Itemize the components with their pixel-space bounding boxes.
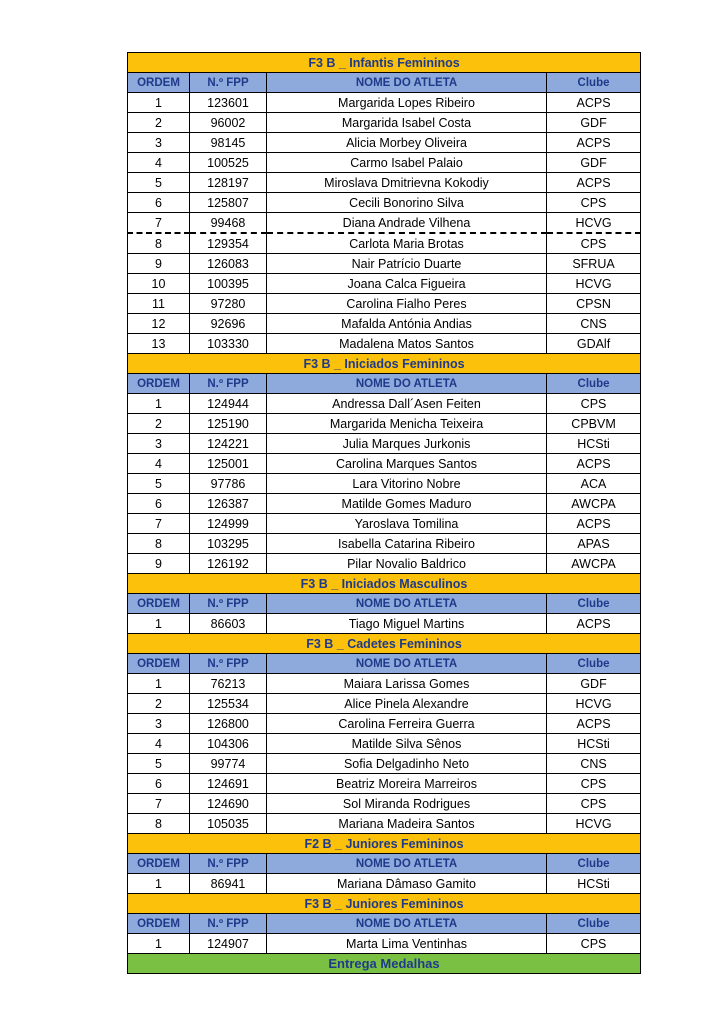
club-cell: ACPS [547,714,641,734]
table-row [128,494,641,514]
table-row [128,694,641,714]
fpp-cell: 105035 [190,814,267,834]
ordem-cell: 4 [128,454,190,474]
club-cell: HCSti [547,874,641,894]
table-row [128,814,641,834]
ordem-cell: 1 [128,874,190,894]
club-cell: ACPS [547,614,641,634]
table-row [128,754,641,774]
column-header-row [128,854,641,874]
fpp-cell: 126192 [190,554,267,574]
fpp-cell: 76213 [190,674,267,694]
ordem-cell: 3 [128,133,190,153]
header-clube: Clube [547,374,641,394]
ordem-cell: 4 [128,734,190,754]
section-title-row [128,354,641,374]
athlete-name-cell: Cecili Bonorino Silva [267,193,547,213]
fpp-cell: 92696 [190,314,267,334]
club-cell: GDF [547,113,641,133]
header-ordem: ORDEM [128,914,190,934]
ordem-cell: 3 [128,714,190,734]
club-cell: APAS [547,534,641,554]
club-cell: CPS [547,934,641,954]
ordem-cell: 8 [128,534,190,554]
athlete-name-cell: Matilde Gomes Maduro [267,494,547,514]
ordem-cell: 7 [128,794,190,814]
header-fpp: N.º FPP [190,594,267,614]
ordem-cell: 2 [128,414,190,434]
athlete-name-cell: Nair Patrício Duarte [267,254,547,274]
table-row [128,133,641,153]
club-cell: CNS [547,754,641,774]
club-cell: CNS [547,314,641,334]
athlete-name-cell: Carolina Ferreira Guerra [267,714,547,734]
club-cell: GDF [547,153,641,173]
table-row [128,534,641,554]
header-clube: Clube [547,914,641,934]
fpp-cell: 125001 [190,454,267,474]
column-header-row [128,654,641,674]
club-cell: SFRUA [547,254,641,274]
column-header-row [128,914,641,934]
header-ordem: ORDEM [128,594,190,614]
table-row [128,254,641,274]
fpp-cell: 100525 [190,153,267,173]
section-title: F3 B _ Iniciados Masculinos [128,574,641,594]
header-ordem: ORDEM [128,654,190,674]
section-title: F2 B _ Juniores Femininos [128,834,641,854]
fpp-cell: 123601 [190,93,267,113]
club-cell: HCVG [547,274,641,294]
header-nome: NOME DO ATLETA [267,914,547,934]
ordem-cell: 4 [128,153,190,173]
ordem-cell: 1 [128,394,190,414]
table-row [128,794,641,814]
ordem-cell: 8 [128,233,190,254]
header-nome: NOME DO ATLETA [267,654,547,674]
athlete-name-cell: Margarida Isabel Costa [267,113,547,133]
header-ordem: ORDEM [128,374,190,394]
athlete-name-cell: Alicia Morbey Oliveira [267,133,547,153]
athlete-name-cell: Mafalda Antónia Andias [267,314,547,334]
club-cell: HCSti [547,734,641,754]
fpp-cell: 128197 [190,173,267,193]
athlete-name-cell: Tiago Miguel Martins [267,614,547,634]
table-row [128,414,641,434]
club-cell: ACPS [547,133,641,153]
athlete-name-cell: Mariana Madeira Santos [267,814,547,834]
table-row [128,554,641,574]
ordem-cell: 13 [128,334,190,354]
header-clube: Clube [547,654,641,674]
athlete-name-cell: Yaroslava Tomilina [267,514,547,534]
fpp-cell: 125807 [190,193,267,213]
table-row [128,454,641,474]
section-title-row [128,894,641,914]
ordem-cell: 1 [128,674,190,694]
fpp-cell: 96002 [190,113,267,133]
club-cell: CPS [547,193,641,213]
header-fpp: N.º FPP [190,374,267,394]
athlete-name-cell: Maiara Larissa Gomes [267,674,547,694]
athlete-name-cell: Julia Marques Jurkonis [267,434,547,454]
ordem-cell: 2 [128,694,190,714]
section-title-row [128,834,641,854]
header-nome: NOME DO ATLETA [267,854,547,874]
fpp-cell: 86941 [190,874,267,894]
header-nome: NOME DO ATLETA [267,594,547,614]
header-fpp: N.º FPP [190,854,267,874]
athlete-name-cell: Sol Miranda Rodrigues [267,794,547,814]
athlete-name-cell: Carolina Fialho Peres [267,294,547,314]
header-fpp: N.º FPP [190,654,267,674]
footer-row [128,954,641,974]
athlete-name-cell: Pilar Novalio Baldrico [267,554,547,574]
club-cell: CPSN [547,294,641,314]
fpp-cell: 103295 [190,534,267,554]
table-row [128,474,641,494]
ordem-cell: 1 [128,93,190,113]
athlete-name-cell: Diana Andrade Vilhena [267,213,547,234]
fpp-cell: 103330 [190,334,267,354]
ordem-cell: 5 [128,474,190,494]
fpp-cell: 124944 [190,394,267,414]
table-row [128,153,641,173]
fpp-cell: 97786 [190,474,267,494]
athlete-name-cell: Joana Calca Figueira [267,274,547,294]
fpp-cell: 124999 [190,514,267,534]
fpp-cell: 124690 [190,794,267,814]
athlete-name-cell: Miroslava Dmitrievna Kokodiy [267,173,547,193]
club-cell: CPS [547,794,641,814]
ordem-cell: 9 [128,554,190,574]
fpp-cell: 124691 [190,774,267,794]
results-table [127,52,641,974]
club-cell: CPS [547,394,641,414]
section-title-row [128,53,641,73]
ordem-cell: 5 [128,754,190,774]
club-cell: HCVG [547,694,641,714]
table-row [128,294,641,314]
club-cell: ACPS [547,454,641,474]
ordem-cell: 1 [128,934,190,954]
table-row [128,233,641,254]
header-fpp: N.º FPP [190,914,267,934]
club-cell: HCSti [547,434,641,454]
athlete-name-cell: Margarida Lopes Ribeiro [267,93,547,113]
club-cell: ACPS [547,514,641,534]
athlete-name-cell: Carmo Isabel Palaio [267,153,547,173]
ordem-cell: 6 [128,193,190,213]
table-row [128,193,641,213]
fpp-cell: 104306 [190,734,267,754]
athlete-name-cell: Beatriz Moreira Marreiros [267,774,547,794]
club-cell: HCVG [547,213,641,234]
ordem-cell: 5 [128,173,190,193]
athlete-name-cell: Carolina Marques Santos [267,454,547,474]
club-cell: GDF [547,674,641,694]
table-row [128,734,641,754]
ordem-cell: 6 [128,774,190,794]
athlete-name-cell: Mariana Dâmaso Gamito [267,874,547,894]
column-header-row [128,374,641,394]
fpp-cell: 126387 [190,494,267,514]
fpp-cell: 126083 [190,254,267,274]
section-title: F3 B _ Iniciados Femininos [128,354,641,374]
fpp-cell: 126800 [190,714,267,734]
header-clube: Clube [547,73,641,93]
ordem-cell: 7 [128,213,190,234]
header-clube: Clube [547,854,641,874]
athlete-name-cell: Sofia Delgadinho Neto [267,754,547,774]
ordem-cell: 7 [128,514,190,534]
ordem-cell: 12 [128,314,190,334]
section-title: F3 B _ Juniores Femininos [128,894,641,914]
athlete-name-cell: Marta Lima Ventinhas [267,934,547,954]
table-row [128,93,641,113]
ordem-cell: 6 [128,494,190,514]
table-row [128,334,641,354]
athlete-name-cell: Alice Pinela Alexandre [267,694,547,714]
table-row [128,774,641,794]
ordem-cell: 3 [128,434,190,454]
table-row [128,213,641,234]
table-row [128,614,641,634]
athlete-name-cell: Carlota Maria Brotas [267,233,547,254]
table-row [128,674,641,694]
athlete-name-cell: Lara Vitorino Nobre [267,474,547,494]
club-cell: CPS [547,233,641,254]
fpp-cell: 124221 [190,434,267,454]
header-ordem: ORDEM [128,854,190,874]
fpp-cell: 124907 [190,934,267,954]
club-cell: AWCPA [547,554,641,574]
table-row [128,714,641,734]
club-cell: ACA [547,474,641,494]
athlete-name-cell: Madalena Matos Santos [267,334,547,354]
header-clube: Clube [547,594,641,614]
club-cell: ACPS [547,173,641,193]
table-row [128,434,641,454]
table-row [128,874,641,894]
column-header-row [128,73,641,93]
column-header-row [128,594,641,614]
section-title-row [128,574,641,594]
athlete-name-cell: Andressa Dall´Asen Feiten [267,394,547,414]
club-cell: AWCPA [547,494,641,514]
athlete-name-cell: Matilde Silva Sênos [267,734,547,754]
club-cell: GDAlf [547,334,641,354]
fpp-cell: 97280 [190,294,267,314]
fpp-cell: 86603 [190,614,267,634]
table-row [128,514,641,534]
fpp-cell: 129354 [190,233,267,254]
header-fpp: N.º FPP [190,73,267,93]
header-nome: NOME DO ATLETA [267,73,547,93]
footer-label: Entrega Medalhas [128,954,641,974]
fpp-cell: 100395 [190,274,267,294]
club-cell: HCVG [547,814,641,834]
fpp-cell: 98145 [190,133,267,153]
ordem-cell: 1 [128,614,190,634]
header-ordem: ORDEM [128,73,190,93]
table-row [128,314,641,334]
table-row [128,934,641,954]
club-cell: CPS [547,774,641,794]
ordem-cell: 10 [128,274,190,294]
ordem-cell: 11 [128,294,190,314]
ordem-cell: 8 [128,814,190,834]
header-nome: NOME DO ATLETA [267,374,547,394]
athlete-name-cell: Isabella Catarina Ribeiro [267,534,547,554]
fpp-cell: 125534 [190,694,267,714]
section-title: F3 B _ Infantis Femininos [128,53,641,73]
fpp-cell: 99468 [190,213,267,234]
club-cell: ACPS [547,93,641,113]
table-row [128,274,641,294]
table-row [128,394,641,414]
club-cell: CPBVM [547,414,641,434]
fpp-cell: 125190 [190,414,267,434]
ordem-cell: 9 [128,254,190,274]
fpp-cell: 99774 [190,754,267,774]
section-title-row [128,634,641,654]
athlete-name-cell: Margarida Menicha Teixeira [267,414,547,434]
ordem-cell: 2 [128,113,190,133]
table-row [128,113,641,133]
table-row [128,173,641,193]
section-title: F3 B _ Cadetes Femininos [128,634,641,654]
